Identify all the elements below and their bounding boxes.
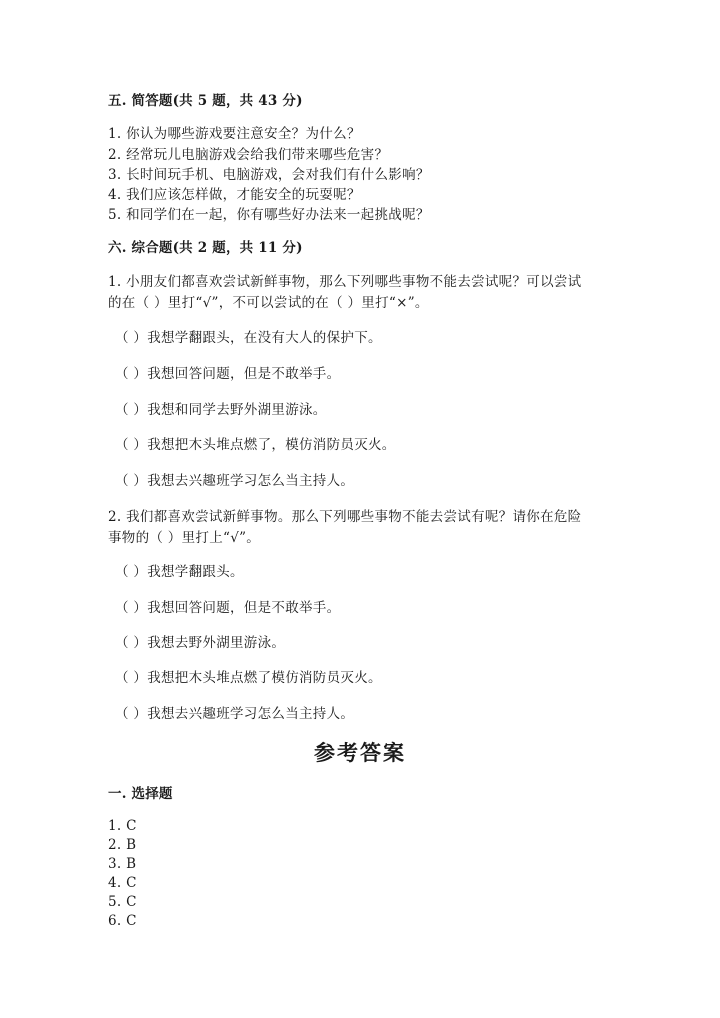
answer-item-2: 2. B — [108, 837, 137, 853]
section6-q2-text-line1: 2. 我们都喜欢尝试新鲜事物。那么下列哪些事物不能去尝试有呢？请你在危险 — [108, 509, 582, 525]
section6-q1-option-3: （ ）我想和同学去野外湖里游泳。 — [115, 402, 327, 418]
answer-key-title: 参考答案 — [314, 740, 406, 765]
section6-q1-option-1: （ ）我想学翻跟头，在没有大人的保护下。 — [115, 330, 382, 346]
answer-item-5: 5. C — [108, 894, 137, 910]
section6-q2-option-1: （ ）我想学翻跟头。 — [115, 564, 244, 580]
section6-q2-option-2: （ ）我想回答问题，但是不敢举手。 — [115, 600, 341, 616]
answer-item-6: 6. C — [108, 913, 137, 929]
answer-item-4: 4. C — [108, 875, 137, 891]
section6-q1-option-4: （ ）我想把木头堆点燃了，模仿消防员灭火。 — [115, 437, 396, 453]
section5-question-2: 2. 经常玩儿电脑游戏会给我们带来哪些危害？ — [108, 147, 389, 163]
section5-question-1: 1. 你认为哪些游戏要注意安全？为什么？ — [108, 126, 361, 142]
section5-question-4: 4. 我们应该怎样做，才能安全的玩耍呢？ — [108, 187, 361, 203]
section6-q2-option-5: （ ）我想去兴趣班学习怎么当主持人。 — [115, 706, 355, 722]
section5-question-3: 3. 长时间玩手机、电脑游戏，会对我们有什么影响？ — [108, 167, 430, 183]
section6-q1-text-line1: 1. 小朋友们都喜欢尝试新鲜事物，那么下列哪些事物不能去尝试呢？可以尝试 — [108, 274, 582, 290]
section6-q1-option-2: （ ）我想回答问题，但是不敢举手。 — [115, 366, 341, 382]
section6-q1-option-5: （ ）我想去兴趣班学习怎么当主持人。 — [115, 473, 355, 489]
section6-q1-text-line2: 的在（ ）里打“√”，不可以尝试的在（ ）里打“×”。 — [108, 295, 429, 311]
answer-item-1: 1. C — [108, 818, 137, 834]
section6-q2-option-4: （ ）我想把木头堆点燃了模仿消防员灭火。 — [115, 670, 382, 686]
answer-section1-heading: 一. 选择题 — [108, 786, 173, 802]
section6-heading: 六. 综合题(共 2 题，共 11 分) — [108, 240, 303, 256]
section6-q2-option-3: （ ）我想去野外湖里游泳。 — [115, 635, 286, 651]
section5-question-5: 5. 和同学们在一起，你有哪些好办法来一起挑战呢？ — [108, 207, 430, 223]
section5-heading: 五. 简答题(共 5 题，共 43 分) — [108, 93, 303, 109]
answer-item-3: 3. B — [108, 856, 137, 872]
section6-q2-text-line2: 事物的（ ）里打上“√”。 — [108, 530, 261, 546]
